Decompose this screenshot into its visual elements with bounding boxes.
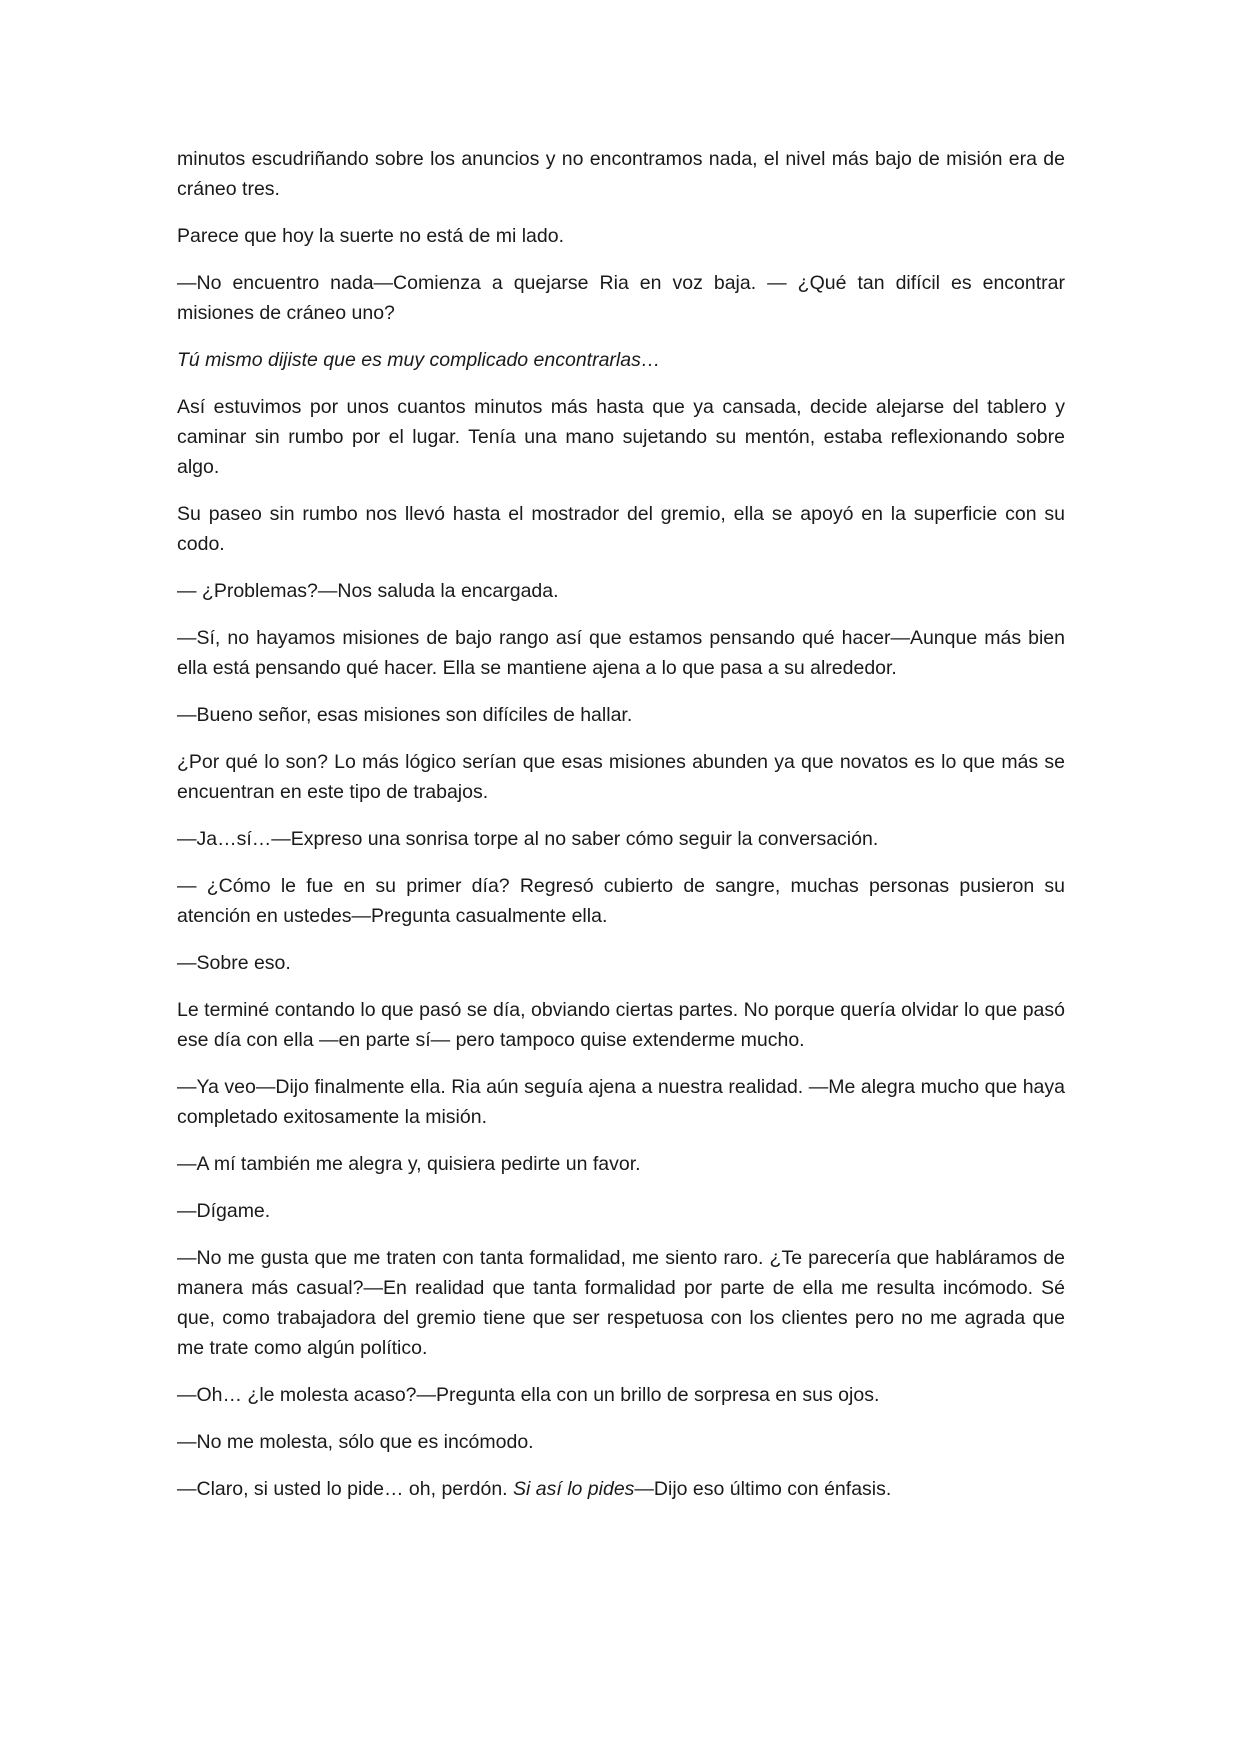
paragraph [177, 1243, 1065, 1363]
paragraph-text: minutos escudriñando sobre los anuncios y no encontramos nada, el nivel más bajo de misión era de cráneo tres. [177, 148, 1065, 200]
paragraph-text: Su paseo sin rumbo nos llevó hasta el mostrador del gremio, ella se apoyó en la superficie con su codo. [177, 503, 1065, 555]
paragraph [177, 1072, 1065, 1132]
paragraph-text: —Bueno señor, esas misiones son difíciles de hallar. [177, 704, 633, 726]
paragraph-text: —Dijo eso último con énfasis. [634, 1478, 892, 1500]
paragraph [177, 1427, 1065, 1457]
paragraph [177, 1380, 1065, 1410]
italic-emphasis-text: Si así lo pides [513, 1478, 635, 1500]
paragraph [177, 995, 1065, 1055]
paragraph-text: —No me molesta, sólo que es incómodo. [177, 1431, 534, 1453]
italic-thought-text: Tú mismo dijiste que es muy complicado encontrarlas… [177, 349, 661, 371]
paragraph-text: —Sobre eso. [177, 952, 291, 974]
paragraph-text: —Ya veo—Dijo finalmente ella. Ria aún seguía ajena a nuestra realidad. —Me alegra mucho que haya completado exitosamente la misión. [177, 1076, 1065, 1128]
paragraph-text: — ¿Cómo le fue en su primer día? Regresó cubierto de sangre, muchas personas pusieron su atención en ustedes—Pregunta casualmente ella. [177, 875, 1065, 927]
paragraph [177, 948, 1065, 978]
paragraph [177, 576, 1065, 606]
document-page [177, 144, 1065, 1521]
paragraph [177, 700, 1065, 730]
paragraph-text: —Ja…sí…—Expreso una sonrisa torpe al no saber cómo seguir la conversación. [177, 828, 879, 850]
paragraph-text: —A mí también me alegra y, quisiera pedirte un favor. [177, 1153, 641, 1175]
paragraph [177, 747, 1065, 807]
paragraph-text: Así estuvimos por unos cuantos minutos más hasta que ya cansada, decide alejarse del tablero y caminar sin rumbo por el lugar. Tenía una mano sujetando su mentón, estaba reflexionando sobre algo. [177, 396, 1065, 478]
paragraph-text: —Dígame. [177, 1200, 271, 1222]
paragraph [177, 268, 1065, 328]
paragraph [177, 392, 1065, 482]
paragraph-text: Le terminé contando lo que pasó se día, obviando ciertas partes. No porque quería olvidar lo que pasó ese día con ella —en parte sí— pero tampoco quise extenderme mucho. [177, 999, 1065, 1051]
paragraph [177, 221, 1065, 251]
paragraph [177, 499, 1065, 559]
paragraph [177, 623, 1065, 683]
paragraph-text: —Sí, no hayamos misiones de bajo rango así que estamos pensando qué hacer—Aunque más bien ella está pensando qué hacer. Ella se mantiene ajena a lo que pasa a su alrededor. [177, 627, 1065, 679]
paragraph [177, 1149, 1065, 1179]
paragraph-text: Parece que hoy la suerte no está de mi lado. [177, 225, 564, 247]
paragraph-text: —No me gusta que me traten con tanta formalidad, me siento raro. ¿Te parecería que habláramos de manera más casual?—En realidad que tanta formalidad por parte de ella me resulta incómodo. Sé que, como trabajadora del gremio tiene que ser respetuosa con los clientes pero no me agrada que me trate como algún político. [177, 1247, 1065, 1359]
paragraph-text: —No encuentro nada—Comienza a quejarse Ria en voz baja. — ¿Qué tan difícil es encontrar misiones de cráneo uno? [177, 272, 1065, 324]
paragraph-text: ¿Por qué lo son? Lo más lógico serían que esas misiones abunden ya que novatos es lo que más se encuentran en este tipo de trabajos. [177, 751, 1065, 803]
paragraph [177, 1474, 1065, 1504]
paragraph [177, 871, 1065, 931]
paragraph [177, 1196, 1065, 1226]
paragraph [177, 144, 1065, 204]
paragraph-text: —Claro, si usted lo pide… oh, perdón. [177, 1478, 514, 1500]
paragraph-text: — ¿Problemas?—Nos saluda la encargada. [177, 580, 559, 602]
paragraph [177, 824, 1065, 854]
paragraph-text: —Oh… ¿le molesta acaso?—Pregunta ella con un brillo de sorpresa en sus ojos. [177, 1384, 880, 1406]
paragraph [177, 345, 1065, 375]
